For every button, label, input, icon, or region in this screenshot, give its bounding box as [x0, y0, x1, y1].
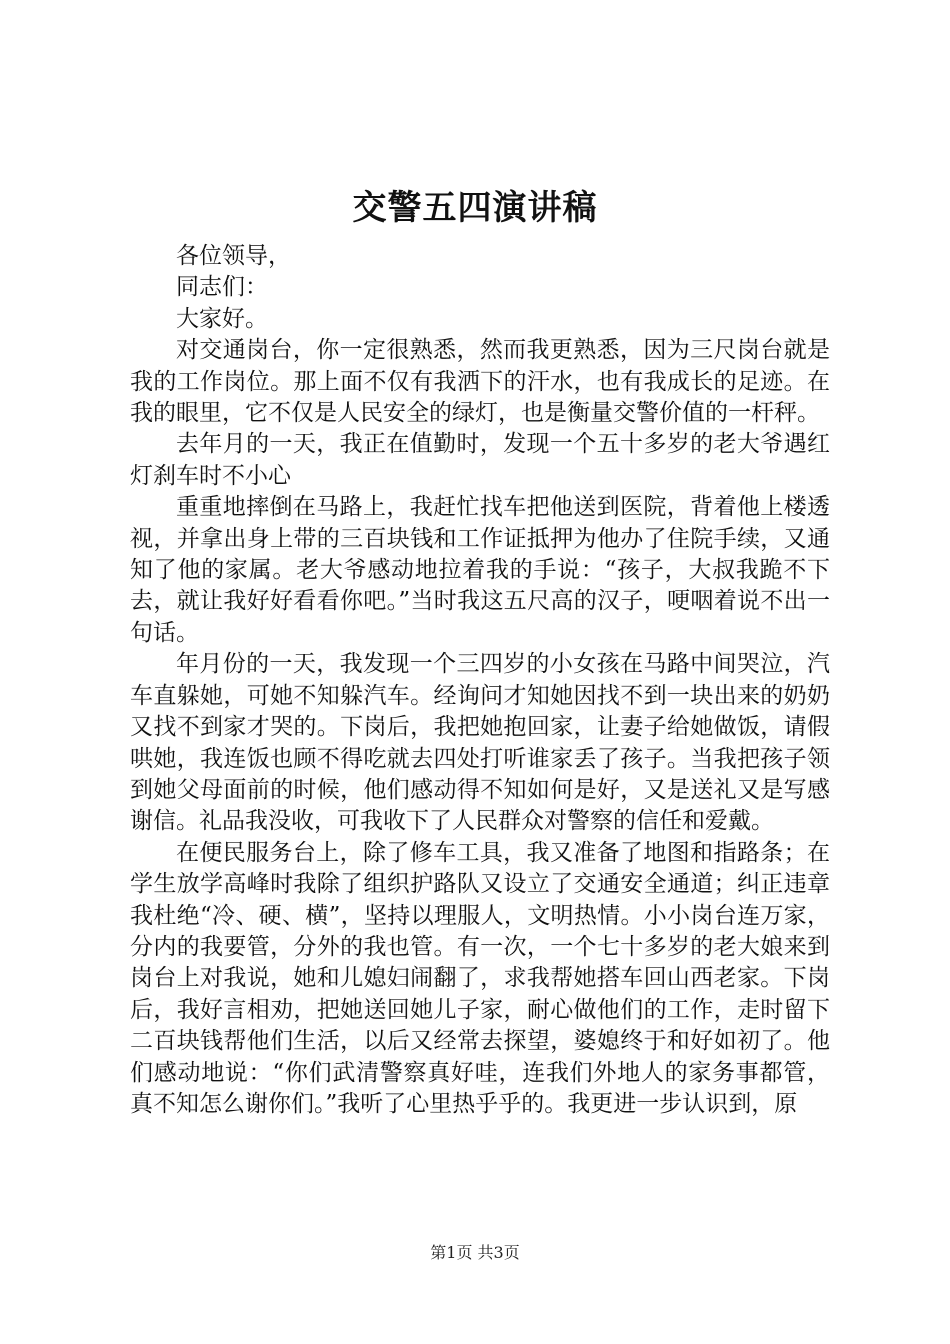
body-paragraph: 在便民服务台上，除了修车工具，我又准备了地图和指路条；在学生放学高峰时我除了组织护路队又设立了交通安全通道；纠正违章我杜绝“冷、硬、横”，坚持以理服人，文明热情。小小岗台连万家，分内的我要管，分外的我也管。有一次，一个七十多岁的老大娘来到岗台上对我说，她和儿媳妇闹翻了，求我帮她搭车回山西老家。下岗后，我好言相劝，把她送回她儿子家，耐心做他们的工作，走时留下二百块钱帮他们生活，以后又经常去探望，婆媳终于和好如初了。他们感动地说：“你们武清警察真好哇，连我们外地人的家务事都管，真不知怎么谢你们。”我听了心里热乎乎的。我更进一步认识到，原 [130, 839, 830, 1117]
body-paragraph: 同志们： [176, 274, 268, 301]
body-paragraph: 重重地摔倒在马路上，我赶忙找车把他送到医院，背着他上楼透视，并拿出身上带的三百块钱和工作证抵押为他办了住院手续，又通知了他的家属。老大爷感动地拉着我的手说：“孩子，大叔我跪不下去，就让我好好看看你吧。”当时我这五尺高的汉子，哽咽着说不出一句话。 [130, 494, 830, 646]
body-paragraph: 去年月的一天，我正在值勤时，发现一个五十多岁的老大爷遇红灯刹车时不小心 [130, 431, 830, 489]
body-paragraph: 对交通岗台，你一定很熟悉，然而我更熟悉，因为三尺岗台就是我的工作岗位。那上面不仅有我洒下的汗水，也有我成长的足迹。在我的眼里，它不仅是人民安全的绿灯，也是衡量交警价值的一杆秤。 [130, 337, 830, 427]
page-number-footer: 第1页 共3页 [430, 1243, 520, 1262]
body-paragraph: 大家好。 [176, 305, 268, 332]
document-title: 交警五四演讲稿 [352, 188, 598, 228]
document-body [130, 241, 830, 1120]
body-paragraph: 各位领导， [176, 243, 291, 269]
body-paragraph: 年月份的一天，我发现一个三四岁的小女孩在马路中间哭泣，汽车直躲她，可她不知躲汽车。经询问才知她因找不到一块出来的奶奶又找不到家才哭的。下岗后，我把她抱回家，让妻子给她做饭，请假哄她，我连饭也顾不得吃就去四处打听谁家丢了孩子。当我把孩子领到她父母面前的时候，他们感动得不知如何是好，又是送礼又是写感谢信。礼品我没收，可我收下了人民群众对警察的信任和爱戴。 [130, 651, 830, 835]
